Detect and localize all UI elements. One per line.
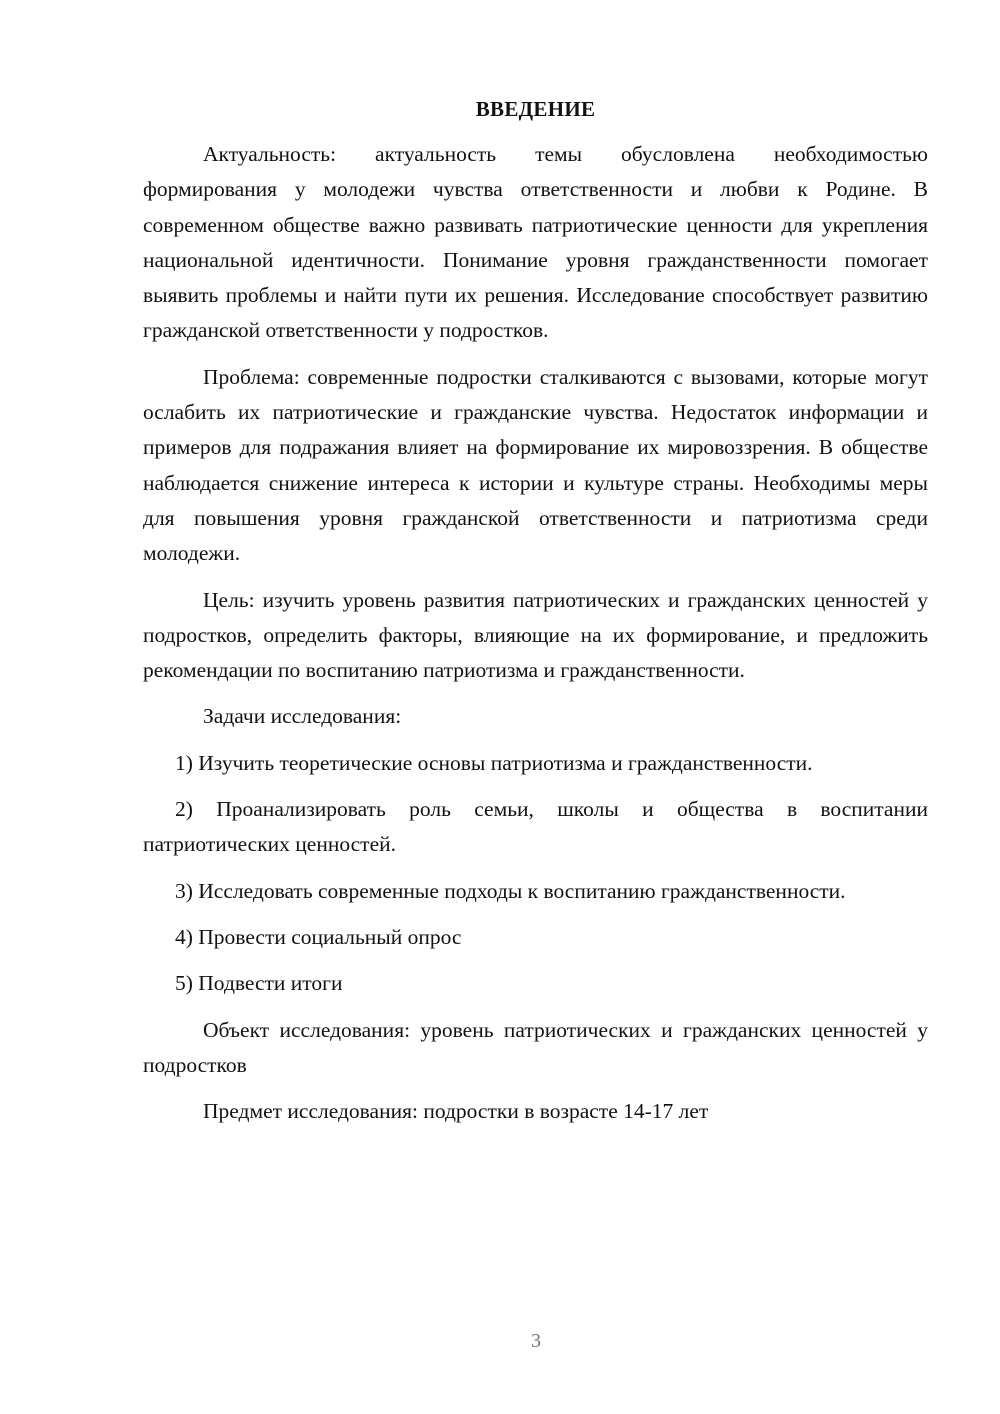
- task-item-5: 5) Подвести итоги: [175, 971, 343, 996]
- page-number: 3: [531, 1330, 541, 1352]
- paragraph-problem: Проблема: современные подростки сталкиваются с вызовами, которые могут ослабить их патриотические и гражданские чувства. Недостаток информации и примеров для подражания влияет на формирование их мировоззрения. В обществе наблюдается снижение интереса к истории и культуре страны. Необходимы меры для повышения уровня гражданской ответственности и патриотизма среди молодежи.: [143, 364, 928, 566]
- task-item-3: 3) Исследовать современные подходы к воспитанию гражданственности.: [175, 878, 846, 903]
- task-item-1: 1) Изучить теоретические основы патриотизма и гражданственности.: [175, 750, 813, 775]
- paragraph-object: Объект исследования: уровень патриотических и гражданских ценностей у подростков: [143, 1017, 928, 1077]
- paragraph-subject: Предмет исследования: подростки в возрасте 14-17 лет: [203, 1099, 709, 1124]
- paragraph-relevance: Актуальность: актуальность темы обусловлена необходимостью формирования у молодежи чувства ответственности и любви к Родине. В современном обществе важно развивать патриотические ценности для укрепления национальной идентичности. Понимание уровня гражданственности помогает выявить проблемы и найти пути их решения. Исследование способствует развитию гражданской ответственности у подростков.: [143, 142, 928, 343]
- paragraph-goal: Цель: изучить уровень развития патриотических и гражданских ценностей у подростков, определить факторы, влияющие на их формирование, и предложить рекомендации по воспитанию патриотизма и гражданственности.: [143, 587, 928, 683]
- task-item-4: 4) Провести социальный опрос: [175, 924, 462, 949]
- section-heading: ВВЕДЕНИЕ: [475, 97, 596, 121]
- tasks-title: Задачи исследования:: [203, 704, 402, 729]
- page-content: [143, 92, 928, 1129]
- task-item-2: 2) Проанализировать роль семьи, школы и общества в воспитании патриотических ценностей.: [143, 797, 928, 857]
